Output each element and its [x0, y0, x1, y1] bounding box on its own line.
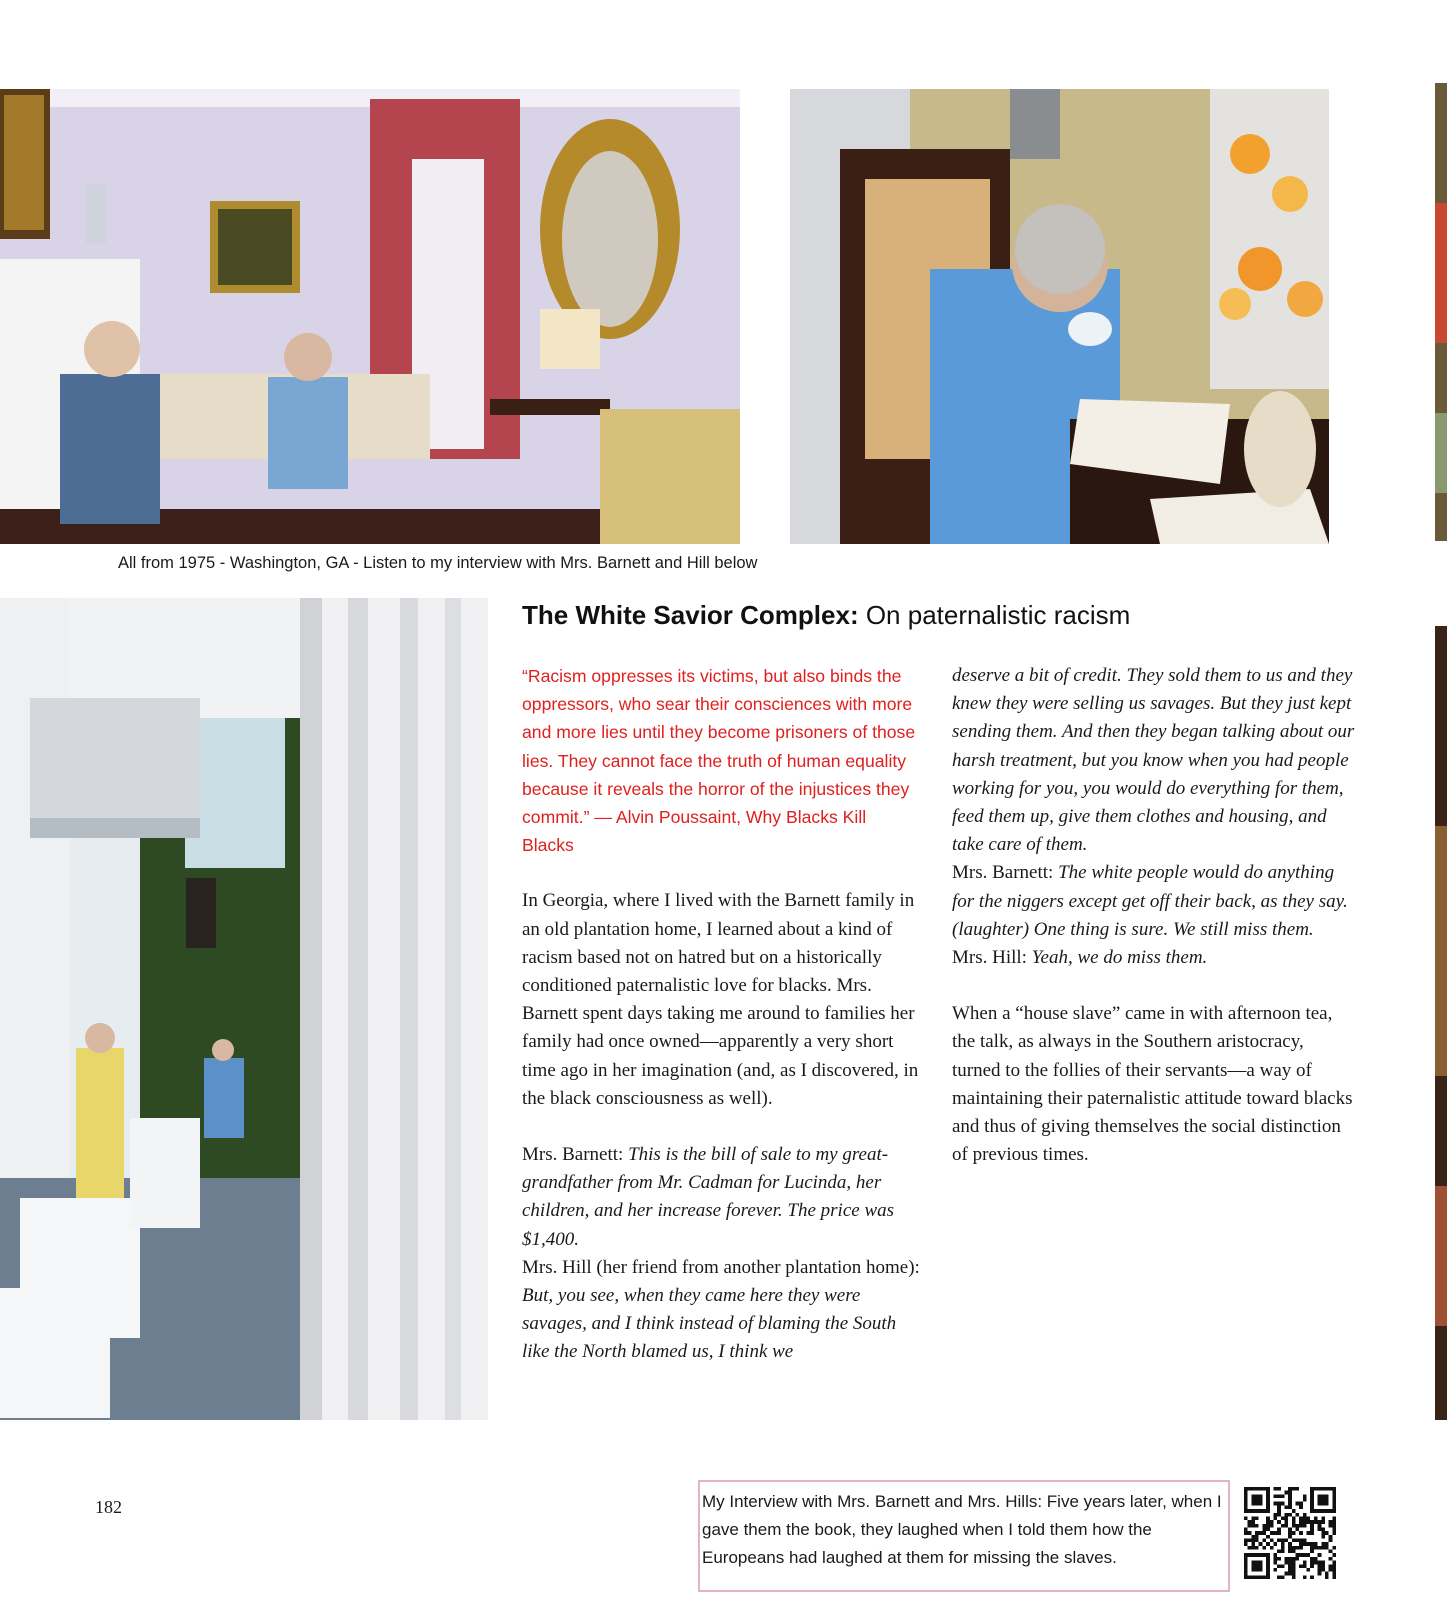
- dialogue-hill-1-continued: deserve a bit of credit. They sold them to us and they knew they were selling us savages. But they just kept sending them. And then they began talking about our harsh treatment, but you know when you had people working for you, you would do everything for them, feed them up, give them clothes and housing, and take care of them.: [952, 665, 1355, 856]
- speech-text: Yeah, we do miss them.: [1031, 947, 1208, 969]
- dialogue-hill-1-label: Mrs. Hill (her friend from another plantation home):: [522, 1256, 920, 1278]
- photo-parlor: [0, 89, 740, 544]
- heading-bold: The White Savior Complex:: [522, 600, 859, 630]
- photo-edge-bottom: [1435, 626, 1447, 1420]
- photo-edge-top: [1435, 83, 1447, 541]
- section-heading: [522, 600, 1130, 631]
- speaker-label: Mrs. Barnett:: [952, 862, 1059, 884]
- speaker-label: Mrs. Hill:: [952, 947, 1032, 969]
- speech-text: The white people would do anything for the niggers except get off their back, as they say. (laughter) One thing is sure. We still miss them.: [952, 862, 1348, 940]
- interview-note[interactable]: [698, 1480, 1230, 1592]
- body-paragraph-final: When a “house slave” came in with afternoon tea, the talk, as always in the Southern aristocracy, turned to the follies of their servants—a way of maintaining their paternalistic attitude toward blacks and thus of giving themselves the social distinction of previous times.: [952, 1003, 1353, 1166]
- page-number: 182: [95, 1497, 122, 1517]
- speech-text: This is the bill of sale to my great- grandfather from Mr. Cadman for Lucinda, her children, and her increase forever. The price was $1,400.: [522, 1144, 895, 1250]
- photo-caption: All from 1975 - Washington, GA - Listen to my interview with Mrs. Barnett and Hill below: [118, 554, 758, 572]
- speaker-label: Mrs. Barnett:: [522, 1144, 629, 1166]
- epigraph-quote: “Racism oppresses its victims, but also binds the oppressors, who sear their consciences with more and more lies until they become prisoners of those lies. They cannot face the truth of human equality because it reveals the horror of the injustices they commit.” — Alvin Poussaint, Why Blacks Kill Blacks: [522, 666, 916, 856]
- dialogue-hill-1-speech: But, you see, when they came here they were savages, and I think instead of blaming the South like the North blamed us, I think we: [522, 1285, 897, 1363]
- text-column-right: [952, 662, 1357, 1169]
- body-paragraph-intro: In Georgia, where I lived with the Barnett family in an old plantation home, I learned about a kind of racism based not on hatred but on a historically conditioned paternalistic love for blacks. Mrs. Barnett spent days taking me around to families her family had once owned—apparently a very short time ago in her imagination (and, as I discovered, in the black consciousness as well).: [522, 890, 919, 1109]
- qr-code[interactable]: [1244, 1487, 1336, 1579]
- photo-porch: [0, 598, 488, 1420]
- text-column-left: [522, 662, 922, 1367]
- dialogue-barnett-1: [522, 1141, 922, 1254]
- heading-subtitle: On paternalistic racism: [858, 600, 1131, 630]
- interview-note-text: My Interview with Mrs. Barnett and Mrs. Hills: Five years later, when I gave them the book, they laughed when I told them how the Europeans had laughed at them for missing the slaves.: [702, 1492, 1222, 1567]
- dialogue-barnett-2: [952, 859, 1357, 944]
- dialogue-hill-2: [952, 944, 1357, 972]
- photo-reader: [790, 89, 1329, 544]
